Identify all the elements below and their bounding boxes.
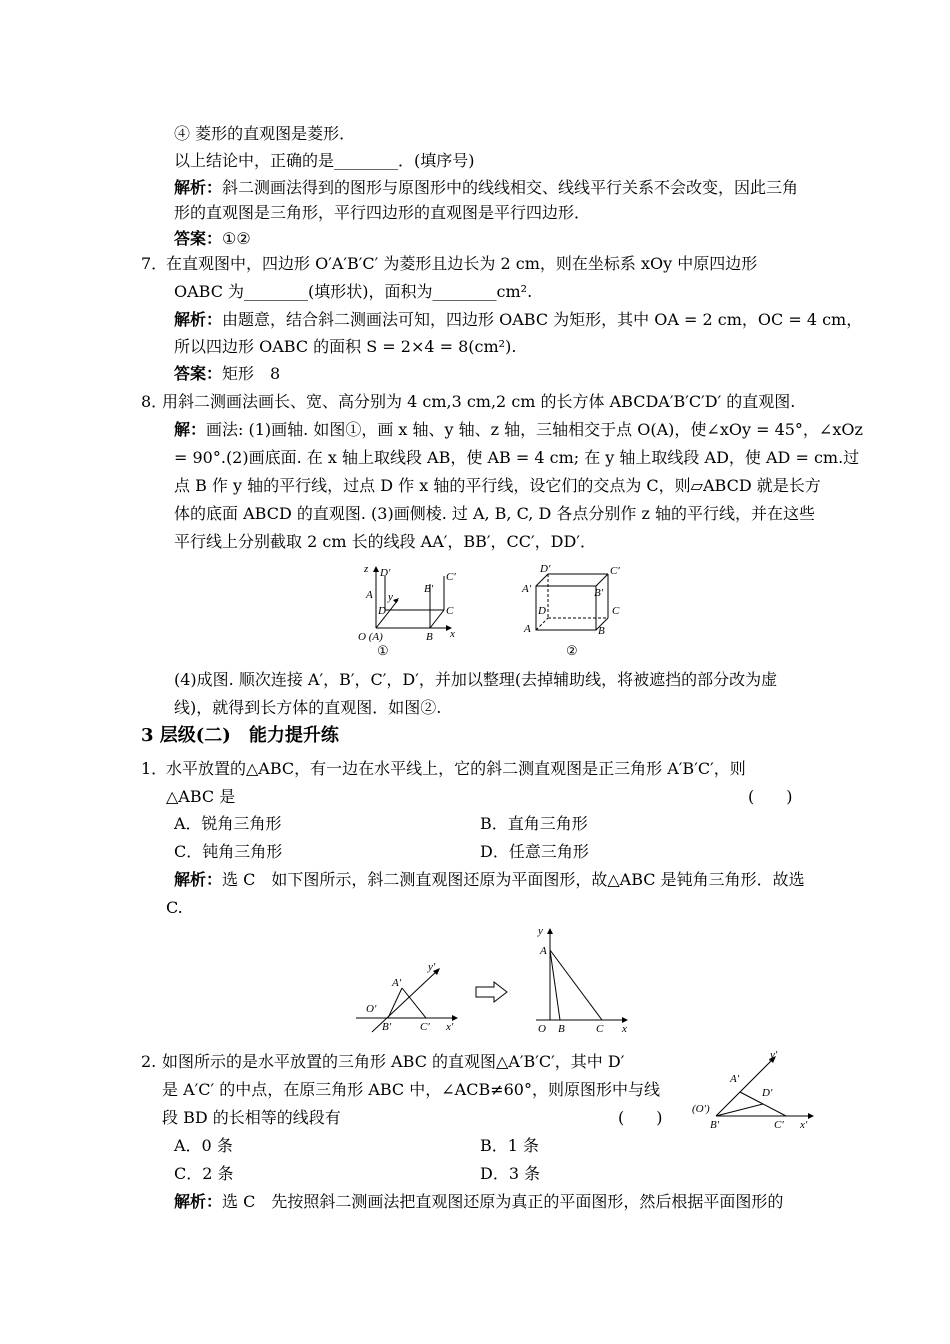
label-o: O	[538, 1023, 546, 1035]
label-c-prime: C′	[446, 571, 456, 583]
label-b-prime: B′	[710, 1119, 720, 1131]
edge-b-c-top	[596, 574, 608, 586]
label-d-prime: D′	[762, 1087, 773, 1099]
p2-analysis: 解析：选 C 先按照斜二测画法把直观图还原为真正的平面图形，然后根据平面图形的	[174, 1192, 784, 1211]
segment-b-d	[716, 1104, 763, 1116]
label-o-prime: O′	[366, 1003, 377, 1015]
q8-solution-3: 点 B 作 y 轴的平行线，过点 D 作 x 轴的平行线，设它们的交点为 C，则▱ABCD 就是长方	[174, 476, 821, 495]
edge-a-d-top	[536, 574, 548, 586]
label-a: A	[540, 945, 547, 957]
label-c: C	[612, 605, 620, 617]
label-o-prime: (O′)	[692, 1103, 710, 1115]
q8-solution-7: 线)，就得到长方体的直观图．如图②.	[174, 698, 442, 717]
side-b-a	[388, 988, 402, 1018]
label-x: x	[450, 628, 455, 640]
q8-number: 8．	[141, 392, 168, 411]
label-c: C	[446, 605, 454, 617]
q8-solution-6: (4)成图. 顺次连接 A′，B′，C′，D′，并加以整理(去掉辅助线，将被遮挡的部分改为虚	[174, 670, 778, 689]
q7-analysis: 解析：由题意，结合斜二测画法可知，四边形 OABC 为矩形，其中 OA = 2 cm，OC = 4 cm，	[174, 310, 863, 329]
q6-item4: ④ 菱形的直观图是菱形．	[174, 124, 356, 143]
label-c: C	[596, 1023, 604, 1035]
label-x-prime: x′	[800, 1119, 808, 1131]
q8-solution-5: 平行线上分别截取 2 cm 长的线段 AA′，BB′，CC′，DD′．	[174, 532, 596, 551]
label-c-prime: C′	[420, 1021, 430, 1033]
p2-stem-2: 是 A′C′ 的中点，在原三角形 ABC 中，∠ACB≠60°，则原图形中与线	[162, 1080, 660, 1099]
label-z: z	[364, 563, 369, 575]
label-b-prime: B′	[382, 1021, 392, 1033]
label-b-prime: B′	[424, 583, 434, 595]
p2-figure-oblique	[690, 1048, 820, 1134]
hidden-edges	[536, 574, 608, 630]
label-c-prime: C′	[610, 565, 620, 577]
p2-answer-paren: ( )	[618, 1108, 663, 1127]
q7-analysis-cont: 所以四边形 OABC 的面积 S = 2×4 = 8(cm²).	[174, 337, 517, 356]
p1-stem: 水平放置的△ABC，有一边在水平线上，它的斜二测直观图是正三角形 A′B′C′，则	[166, 759, 746, 778]
q8-stem: 用斜二测画法画长、宽、高分别为 4 cm,3 cm,2 cm 的长方体 ABCDA′B′C′D′ 的直观图.	[162, 392, 796, 411]
p2-option-c[interactable]: C．2 条	[174, 1164, 234, 1183]
p1-number: 1．	[141, 759, 168, 778]
edge-bc	[430, 610, 444, 628]
label-a-prime: A′	[522, 583, 532, 595]
axis-arrowheads	[769, 1056, 814, 1119]
p2-stem: 如图所示的是水平放置的三角形 ABC 的直观图△A′B′C′，其中 D′	[162, 1052, 625, 1071]
p1-option-b[interactable]: B．直角三角形	[480, 814, 588, 833]
q6-analysis-cont: 形的直观图是三角形，平行四边形的直观图是平行四边形．	[174, 203, 591, 222]
q7-number: 7．	[141, 254, 168, 273]
q6-question: 以上结论中，正确的是________．(填序号)	[174, 151, 475, 170]
p1-analysis-cont: C.	[166, 898, 183, 917]
label-d: D	[378, 605, 386, 617]
label-x-prime: x′	[446, 1021, 454, 1033]
p1-stem-cont: △ABC 是	[166, 787, 236, 806]
label-y-prime: y′	[770, 1049, 778, 1061]
p1-answer-paren: ( )	[748, 787, 793, 806]
q8-solution-2: = 90°.(2)画底面. 在 x 轴上取线段 AB，使 AB = 4 cm; 在 y 轴上取线段 AD，使 AD = cm.过	[174, 448, 860, 467]
label-b: B	[426, 631, 433, 643]
figure-2-caption: ②	[566, 643, 578, 658]
label-d: D	[538, 605, 546, 617]
q6-answer: 答案：①②	[174, 229, 251, 248]
label-y-prime: y′	[428, 961, 436, 973]
p2-number: 2.	[141, 1052, 157, 1071]
label-x: x	[622, 1023, 627, 1035]
label-o-a: O (A)	[358, 631, 383, 643]
q7-answer: 答案：矩形 8	[174, 364, 281, 383]
label-b: B	[558, 1023, 565, 1035]
label-d-prime: D′	[540, 563, 551, 575]
transform-arrow-icon	[474, 980, 510, 1004]
label-y: y	[538, 925, 543, 937]
p2-option-b[interactable]: B．1 条	[480, 1136, 540, 1155]
p2-stem-3: 段 BD 的长相等的线段有	[162, 1108, 341, 1127]
q7-stem-cont: OABC 为________(填形状)，面积为________cm².	[174, 282, 533, 301]
label-b: B	[598, 625, 605, 637]
axis-arrowheads	[433, 968, 458, 1021]
p2-option-d[interactable]: D．3 条	[480, 1164, 541, 1183]
figure-2-box	[516, 562, 636, 658]
label-d-prime: D′	[380, 567, 391, 579]
figure-1-axes	[350, 562, 470, 658]
q8-solution-4: 体的底面 ABCD 的直观图. (3)画侧棱. 过 A, B, C, D 各点分别作 z 轴的平行线，并在这些	[174, 504, 815, 523]
label-a-prime: A′	[392, 977, 402, 989]
q7-stem: 在直观图中，四边形 O′A′B′C′ 为菱形且边长为 2 cm，则在坐标系 xOy 中原四边形	[166, 254, 758, 273]
p1-option-a[interactable]: A．锐角三角形	[174, 814, 282, 833]
p1-option-c[interactable]: C．钝角三角形	[174, 842, 283, 861]
label-y: y	[388, 591, 393, 603]
p1-figure-original	[530, 924, 634, 1036]
p1-figure-oblique	[352, 958, 462, 1040]
axis-arrowheads	[547, 928, 628, 1023]
label-a: A	[524, 623, 531, 635]
side-a-c	[550, 950, 602, 1020]
side-a-b	[550, 950, 560, 1020]
label-b-prime: B′	[594, 587, 604, 599]
q8-solution: 解：画法: (1)画轴. 如图①，画 x 轴、y 轴、z 轴，三轴相交于点 O(A)，使∠xOy = 45°，∠xOz	[174, 420, 863, 439]
label-a: A	[366, 589, 373, 601]
figure-1-caption: ①	[377, 643, 389, 658]
label-c-prime: C′	[774, 1119, 784, 1131]
p1-option-d[interactable]: D．任意三角形	[480, 842, 589, 861]
label-a-prime: A′	[730, 1073, 740, 1085]
q6-analysis: 解析：斜二测画法得到的图形与原图形中的线线相交、线线平行关系不会改变，因此三角	[174, 178, 799, 197]
p1-analysis: 解析：选 C 如下图所示，斜二测直观图还原为平面图形，故△ABC 是钝角三角形．故选	[174, 870, 805, 889]
section-title: 3 层级(二) 能力提升练	[141, 725, 339, 746]
p2-option-a[interactable]: A．0 条	[174, 1136, 233, 1155]
